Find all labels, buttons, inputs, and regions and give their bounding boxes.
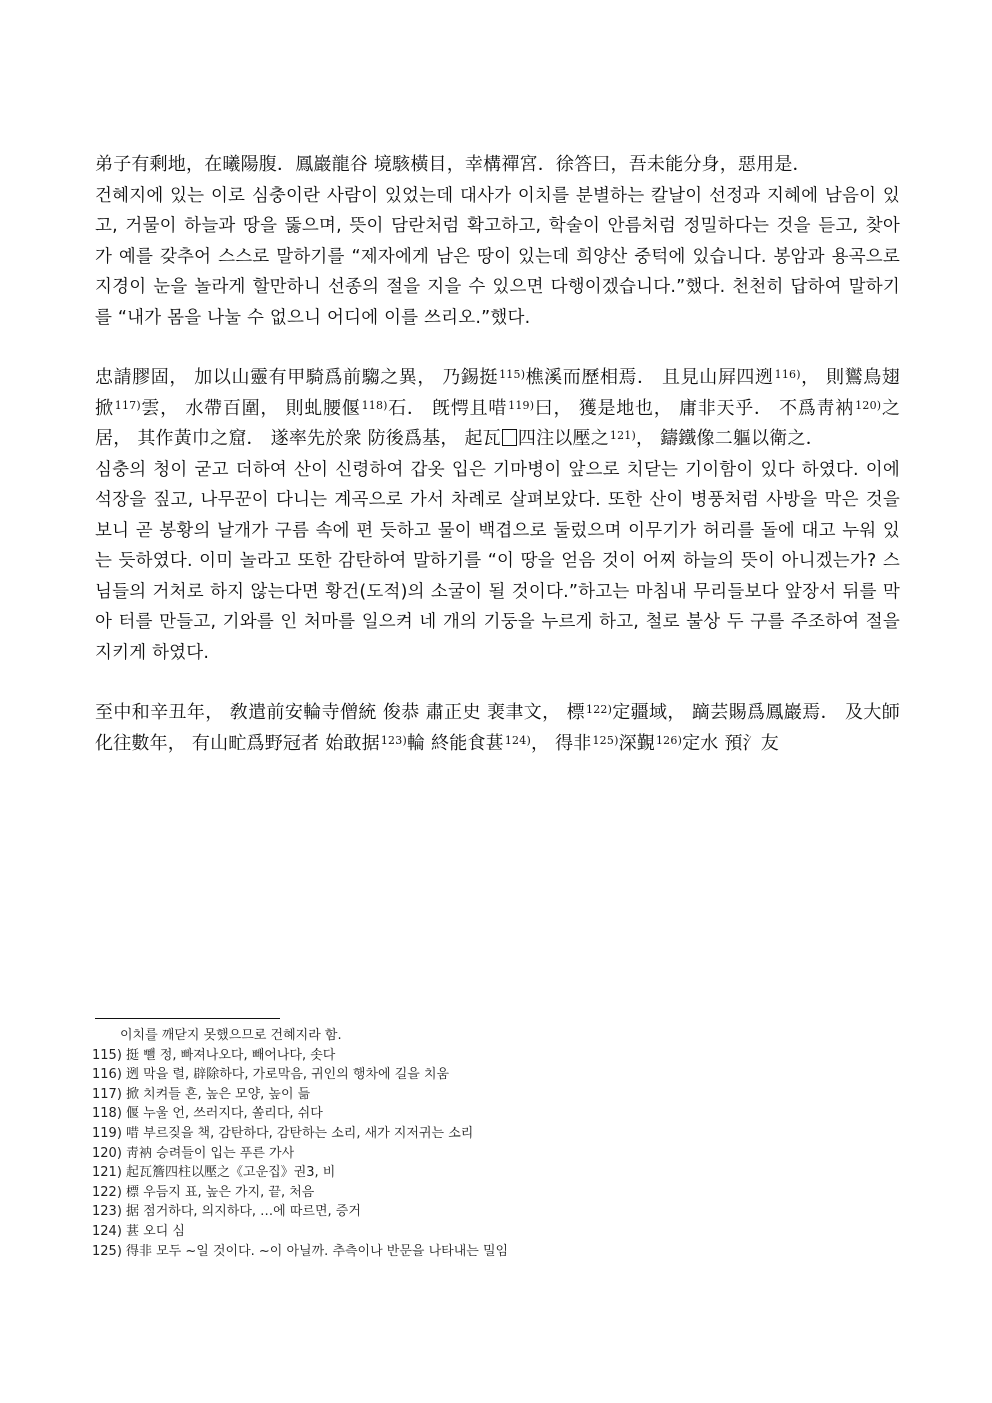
text-segment: 深覲 [618, 732, 655, 754]
text-segment: 定疆域， 蹢芸賜爲鳳巖焉． 及大師化往數年， 有山甿爲野冠者 始敢据 [95, 702, 901, 754]
paragraph-gap [95, 333, 900, 363]
footnote-ref-124[interactable]: 124) [504, 733, 531, 747]
footnote-124: 124) 葚 오디 심 [92, 1223, 185, 1239]
footnote-ref-122[interactable]: 122) [586, 703, 613, 716]
footnote-122: 122) 標 우듬지 표, 높은 가지, 끝, 처음 [92, 1184, 315, 1200]
text-segment: 四注以壓之 [517, 428, 609, 449]
footnote-121: 121) 起瓦簷四柱以壓之《고운집》권3, 비 [92, 1165, 336, 1181]
text-segment: ， 鑄鐵像二軀以衛之． [635, 428, 824, 449]
paragraph-1-korean-translation: 건혜지에 있는 이로 심충이란 사람이 있었는데 대사가 이치를 분별하는 칼날이 선정과 지혜에 남음이 있고, 거물이 하늘과 땅을 뚫으며, 뜻이 담란처럼 확고하고, 학술이 안름처럼 정밀하다는 것을 듣고, 찾아 가 예를 갖추어 스스로 말하기를 “제자에게 남은 땅이 있는데 희양산 중턱에 있습니다. 봉암과 용곡으로 지경이 눈을 놀라게 할만하니 선종의 절을 지을 수 있으면 다행이겠습니다.”했다. 천천히 답하여 말하기를 “내가 몸을 나눌 수 없으니 어디에 이를 쓰리오.”했다. [95, 185, 900, 328]
text-segment: ， 得非 [530, 732, 592, 754]
paragraph-1-classical-chinese: 弟子有剩地，在曦陽腹．鳳巖龍谷 境駭橫目，幸構禪宮．徐答曰，吾未能分身，惡用是． [95, 154, 811, 175]
text-segment: 忠請膠固， 加以山靈有甲騎爲前騶之異， 乃錫挺 [95, 367, 499, 388]
footnote-116: 116) 迾 막을 렬, 辟除하다, 가로막음, 귀인의 행차에 길을 치움 [92, 1067, 450, 1083]
footnote-ref-120[interactable]: 120) [855, 398, 882, 412]
text-segment: 至中和辛丑年， 敎遣前安輪寺僧統 俊恭 肅正史 裵聿文， 標 [95, 702, 586, 723]
footnote-separator [95, 1018, 280, 1019]
footnote-ref-125[interactable]: 125) [592, 733, 619, 747]
footnote-ref-121[interactable]: 121) [609, 429, 636, 442]
footnote-ref-123[interactable]: 123) [380, 733, 407, 747]
text-segment: 之居， 其作黃巾之窟． 遂率先於衆 防後爲基， 起瓦 [95, 397, 901, 449]
text-segment: 曰， 獲是地也， 庸非天乎． 不爲靑衲 [534, 397, 855, 419]
footnote-ref-117[interactable]: 117) [114, 398, 141, 412]
text-segment: ， 則鸑鳥翅掀 [95, 367, 901, 419]
missing-character-box-icon [502, 429, 517, 446]
footnote-125: 125) 得非 모두 ~일 것이다. ~이 아닐까. 추측이나 반문을 나타내는 밀임 [92, 1243, 509, 1259]
text-segment: 定水 預氵友 [682, 732, 779, 754]
footnote-115: 115) 挺 뺄 정, 빠져나오다, 빼어나다, 솟다 [92, 1047, 336, 1063]
footnote-ref-126[interactable]: 126) [655, 733, 683, 747]
footnote-ref-116[interactable]: 116) [774, 368, 801, 381]
footnote-119: 119) 唶 부르짖을 책, 감탄하다, 감탄하는 소리, 새가 지저귀는 소리 [92, 1125, 474, 1141]
footnote-117: 117) 掀 치켜들 흔, 높은 모양, 높이 듦 [92, 1086, 311, 1102]
footnote-ref-118[interactable]: 118) [361, 398, 388, 412]
footnote-123: 123) 据 점거하다, 의지하다, …에 따르면, 증거 [92, 1204, 361, 1220]
paragraph-gap [95, 668, 900, 698]
paragraph-2-classical-chinese [95, 363, 900, 455]
footnote-118: 118) 偃 누울 언, 쓰러지다, 쏠리다, 쉬다 [92, 1106, 323, 1122]
text-segment: 樵溪而歷相焉． 且見山屛四迾 [525, 367, 774, 388]
text-segment: 輪 終能食葚 [406, 732, 504, 754]
footnote-ref-115[interactable]: 115) [499, 368, 526, 381]
text-segment: 雲， 水帶百圍， 則虬腰偃 [140, 397, 361, 419]
text-segment: 石． 旣愕且唶 [387, 397, 508, 419]
footnote-continuation: 이치를 깨닫지 못했으므로 건혜지라 함. [120, 1028, 342, 1043]
footnotes-section [92, 1026, 902, 1261]
paragraph-2-korean-translation: 심충의 청이 굳고 더하여 산이 신령하여 갑옷 입은 기마병이 앞으로 치닫는 기이함이 있다 하였다. 이에 석장을 짚고, 나무꾼이 다니는 계곡으로 가서 차례로 살펴보았다. 또한 산이 병풍처럼 사방을 막은 것을 보니 곧 봉황의 날개가 구름 속에 편 듯하고 물이 백겹으로 둘렀으며 이무기가 허리를 돌에 대고 누워 있는 듯하였다. 이미 놀라고 또한 감탄하여 말하기를 “이 땅을 얻음 것이 어찌 하늘의 뜻이 아니겠는가? 스님들의 거처로 하지 않는다면 황건(도적)의 소굴이 될 것이다.”하고는 마침내 무리들보다 앞장서 뒤를 막아 터를 만들고, 기와를 인 처마를 일으켜 네 개의 기둥을 누르게 하고, 철로 불상 두 구를 주조하여 절을 지키게 하였다. [95, 459, 900, 663]
paragraph-3-classical-chinese [95, 698, 900, 759]
footnote-120: 120) 靑衲 승려들이 입는 푸른 가사 [92, 1145, 295, 1161]
document-body [95, 150, 900, 759]
footnote-ref-119[interactable]: 119) [508, 398, 535, 412]
